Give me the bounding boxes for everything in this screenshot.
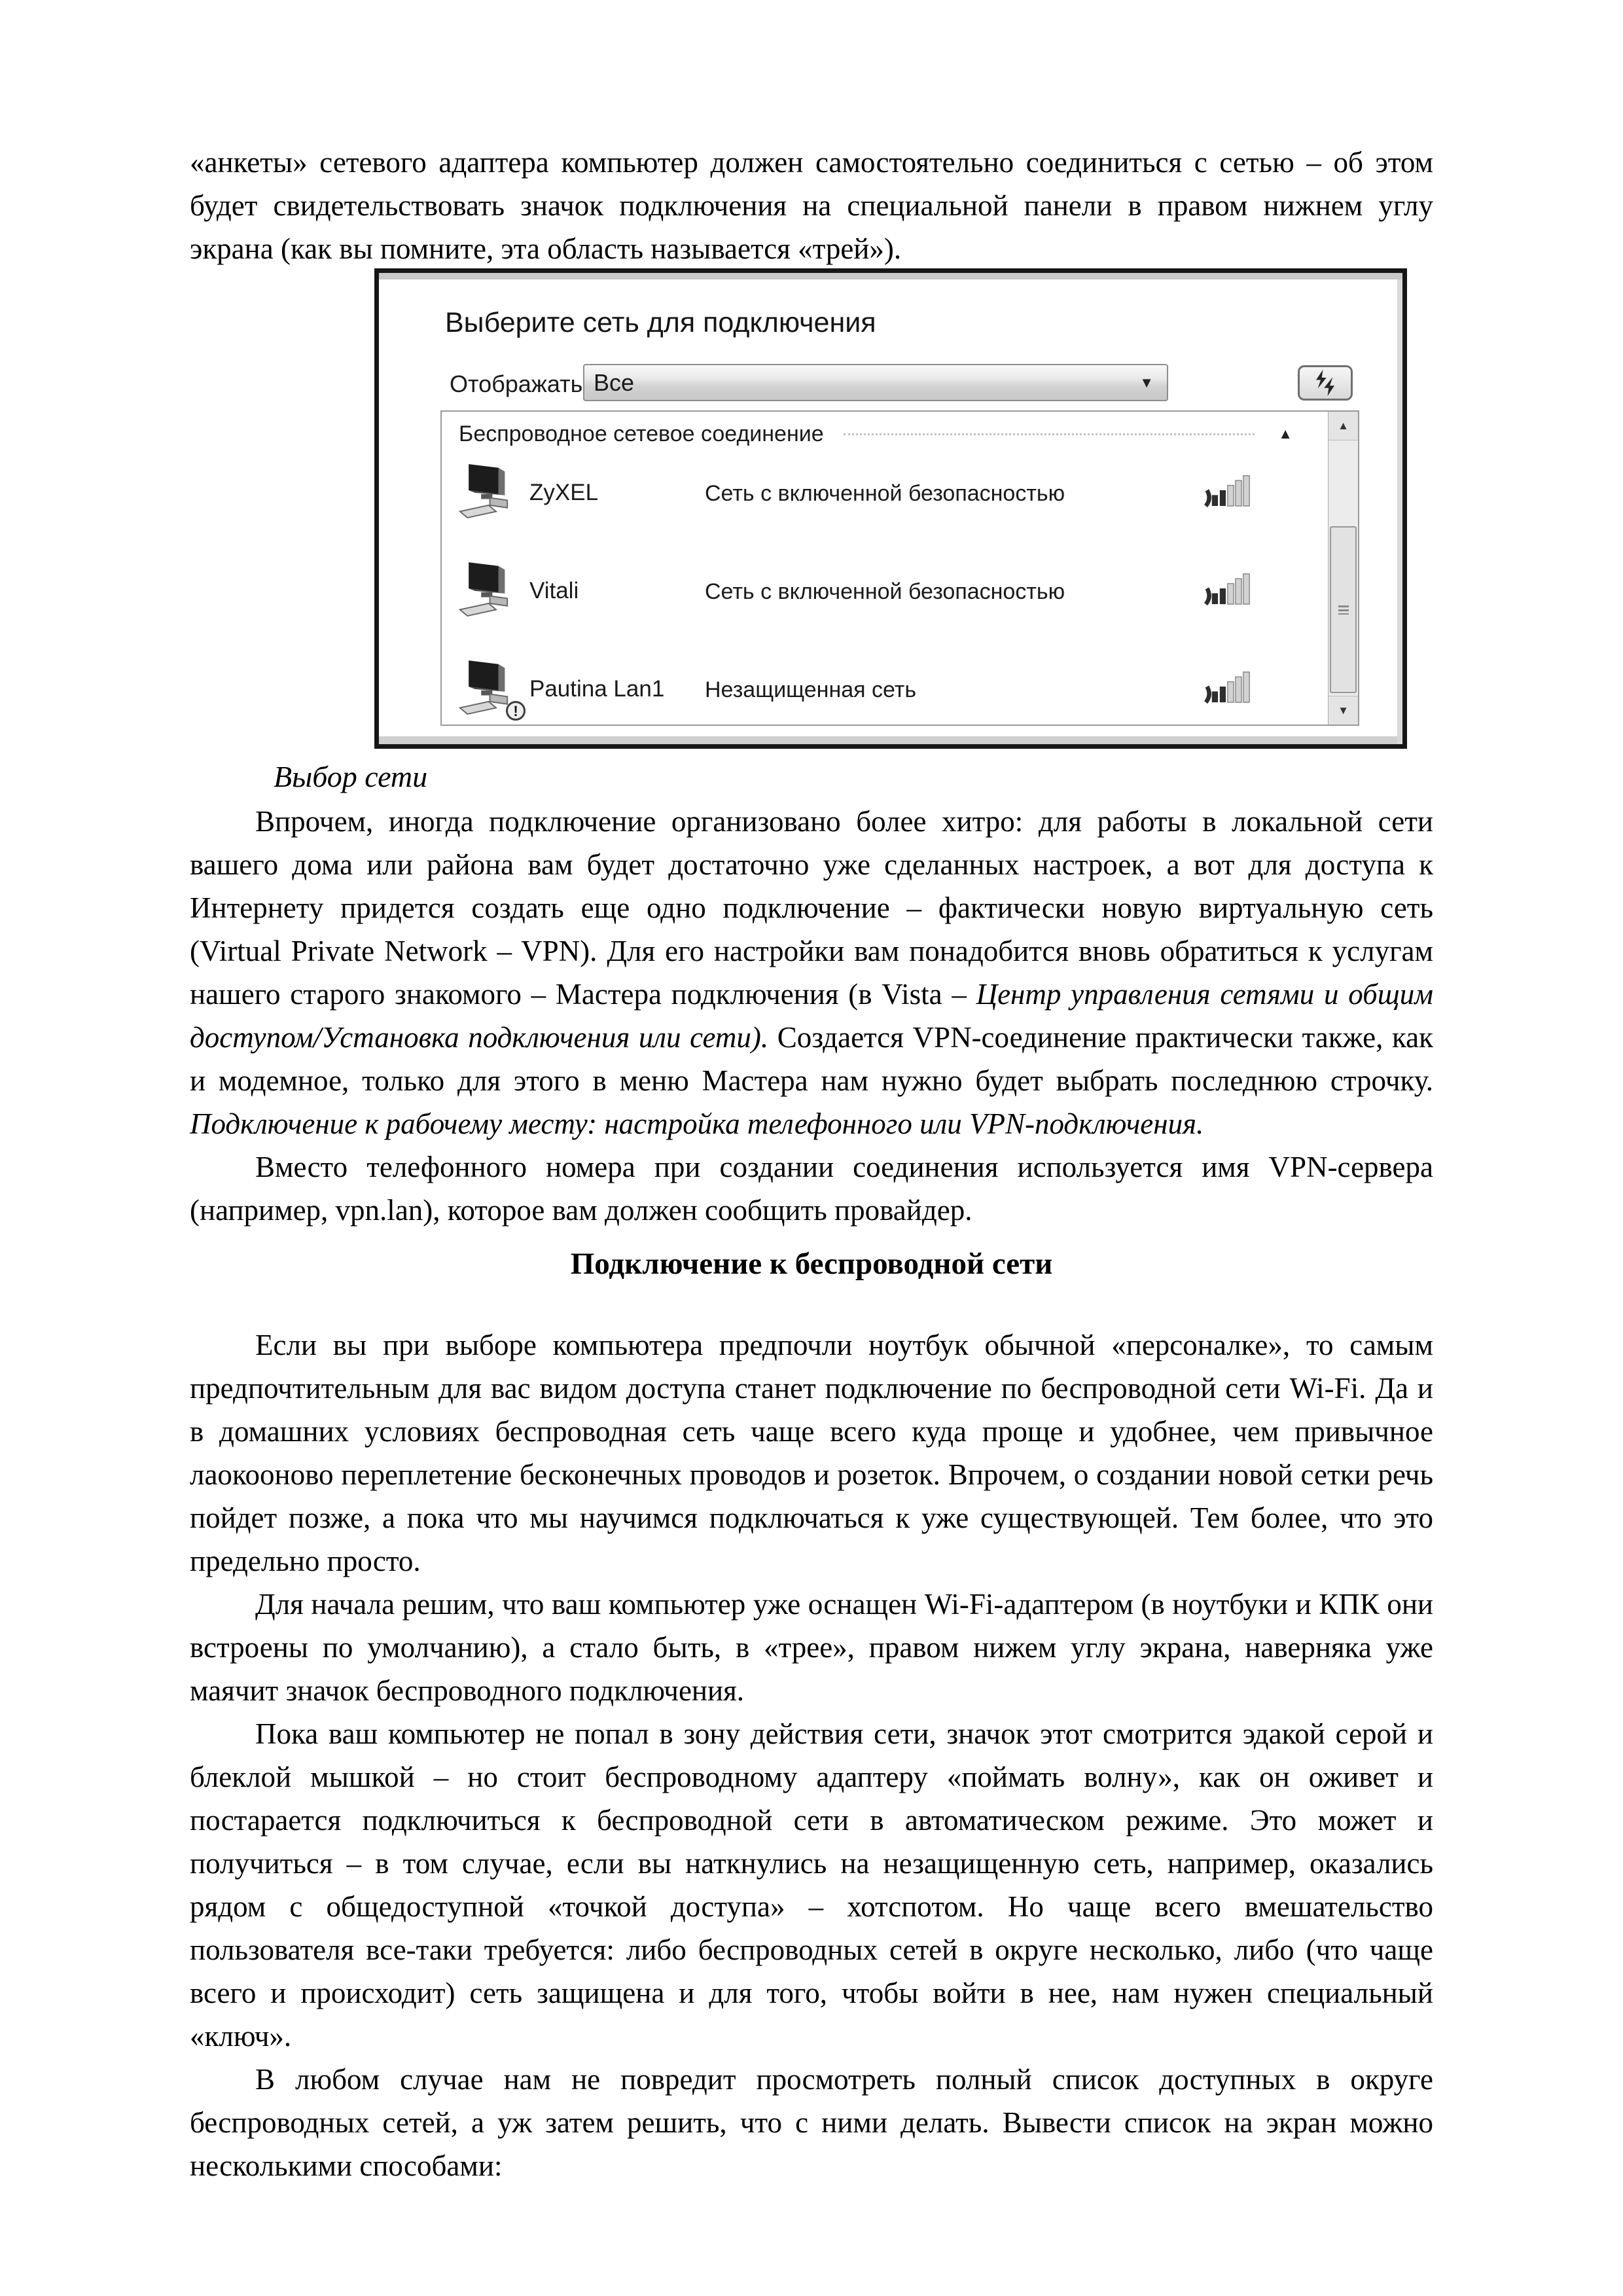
network-name: Pautina Lan1 — [529, 676, 665, 702]
warning-badge-icon: ! — [506, 701, 526, 721]
network-name: Vitali — [529, 578, 579, 603]
text-flow — [190, 800, 1433, 2187]
network-select-dialog-figure — [374, 268, 1407, 749]
scroll-down-icon[interactable]: ▼ — [1329, 696, 1358, 725]
signal-strength-icon — [1202, 570, 1251, 610]
section-heading: Подключение к беспроводной сети — [570, 1247, 1053, 1281]
filter-dropdown[interactable] — [583, 364, 1168, 401]
scroll-up-icon[interactable]: ▲ — [1329, 412, 1358, 440]
computer-network-icon — [457, 459, 510, 524]
group-divider — [844, 433, 1255, 435]
chevron-down-icon: ▼ — [1139, 374, 1154, 391]
dialog-title: Выберите сеть для подключения — [445, 307, 876, 338]
computer-network-warning-icon — [457, 655, 518, 721]
signal-strength-icon — [1202, 668, 1251, 708]
scrollbar-thumb[interactable] — [1330, 526, 1357, 693]
network-row-vitali[interactable] — [442, 552, 1328, 630]
paragraph: Впрочем, иногда подключение организовано более хитро: для работы в локальной сети вашего дома или района вам будет достаточно уже сделанных настроек, а вот для доступа к Интернету придется создать еще одно подключение – фактически новую виртуальную сеть (Virtual Private Network – VPN). Для его настройки вам понадобится вновь обратиться к услугам нашего старого знакомого – Мастера подключения (в Vista – Центр управления сетями и общим доступом/Установка подключения или сети). Создается VPN-соединение практически также, как и модемное, только для этого в меню Мастера нам нужно будет выбрать последнюю строчку. Подключение к рабочему месту: настройка телефонного или VPN-подключения. — [190, 805, 1433, 1140]
paragraph: Если вы при выборе компьютера предпочли ноутбук обычной «персоналке», то самым предпочтительным для вас видом доступа станет подключение по беспроводной сети Wi-Fi. Да и в домашних условиях беспроводная сеть чаще всего куда проще и удобнее, чем привычное лаокооново переплетение бесконечных проводов и розеток. Впрочем, о создании новой сетки речь пойдет позже, а пока что мы научимся подключаться к уже существующей. Тем более, что это предельно просто. — [190, 1329, 1433, 1577]
figure-caption: Выбор сети — [274, 760, 428, 793]
computer-network-icon — [457, 557, 510, 622]
paragraph: В любом случае нам не повредит просмотреть полный список доступных в округе беспроводных сетей, а уж затем решить, что с ними делать. Вывести список на экран можно несколькими способами: — [190, 2063, 1433, 2182]
filter-label: Отображать — [450, 370, 583, 397]
refresh-button[interactable] — [1298, 365, 1353, 401]
filter-dropdown-value: Все — [594, 368, 635, 396]
paragraph: Пока ваш компьютер не попал в зону действия сети, значок этот смотрится эдакой серой и блеклой мышкой – но стоит беспроводному адаптеру «поймать волну», как он оживет и постарается подключиться к беспроводной сети в автоматическом режиме. Это может и получиться – в том случае, если вы наткнулись на незащищенную сеть, например, оказались рядом с общедоступной «точкой доступа» – хотспотом. Но чаще всего вмешательство пользователя все-таки требуется: либо беспроводных сетей в округе несколько, либо (что чаще всего и происходит) сеть защищена и для того, чтобы войти в нее, нам нужен специальный «ключ». — [190, 1717, 1433, 2053]
network-group-header — [442, 418, 1328, 450]
collapse-group-icon[interactable]: ▲ — [1278, 425, 1293, 442]
paragraph: Для начала решим, что ваш компьютер уже оснащен Wi-Fi-адаптером (в ноутбуки и КПК они встроены по умолчанию), а стало быть, в «трее», правом нижем углу экрана, наверняка уже маячит значок беспроводного подключения. — [190, 1588, 1433, 1707]
network-status: Сеть с включенной безопасностью — [705, 579, 1065, 604]
network-row-zyxel[interactable] — [442, 454, 1328, 532]
network-list — [440, 410, 1359, 726]
paragraph: «анкеты» сетевого адаптера компьютер должен самостоятельно соединиться с сетью – об этом будет свидетельствовать значок подключения на специальной панели в правом нижнем углу экрана (как вы помните, эта область называется «трей»). — [190, 146, 1433, 265]
network-name: ZyXEL — [529, 480, 599, 505]
vertical-scrollbar[interactable] — [1328, 412, 1358, 725]
network-status: Сеть с включенной безопасностью — [705, 481, 1065, 506]
network-group-label: Беспроводное сетевое соединение — [459, 421, 824, 446]
refresh-icon — [1311, 368, 1339, 398]
signal-strength-icon — [1202, 472, 1251, 512]
paragraph: Вместо телефонного номера при создании соединения используется имя VPN-сервера (например, vpn.lan), которое вам должен сообщить провайдер. — [190, 1151, 1433, 1227]
network-row-pautina-lan1[interactable] — [442, 650, 1328, 728]
network-status: Незащищенная сеть — [705, 677, 917, 702]
